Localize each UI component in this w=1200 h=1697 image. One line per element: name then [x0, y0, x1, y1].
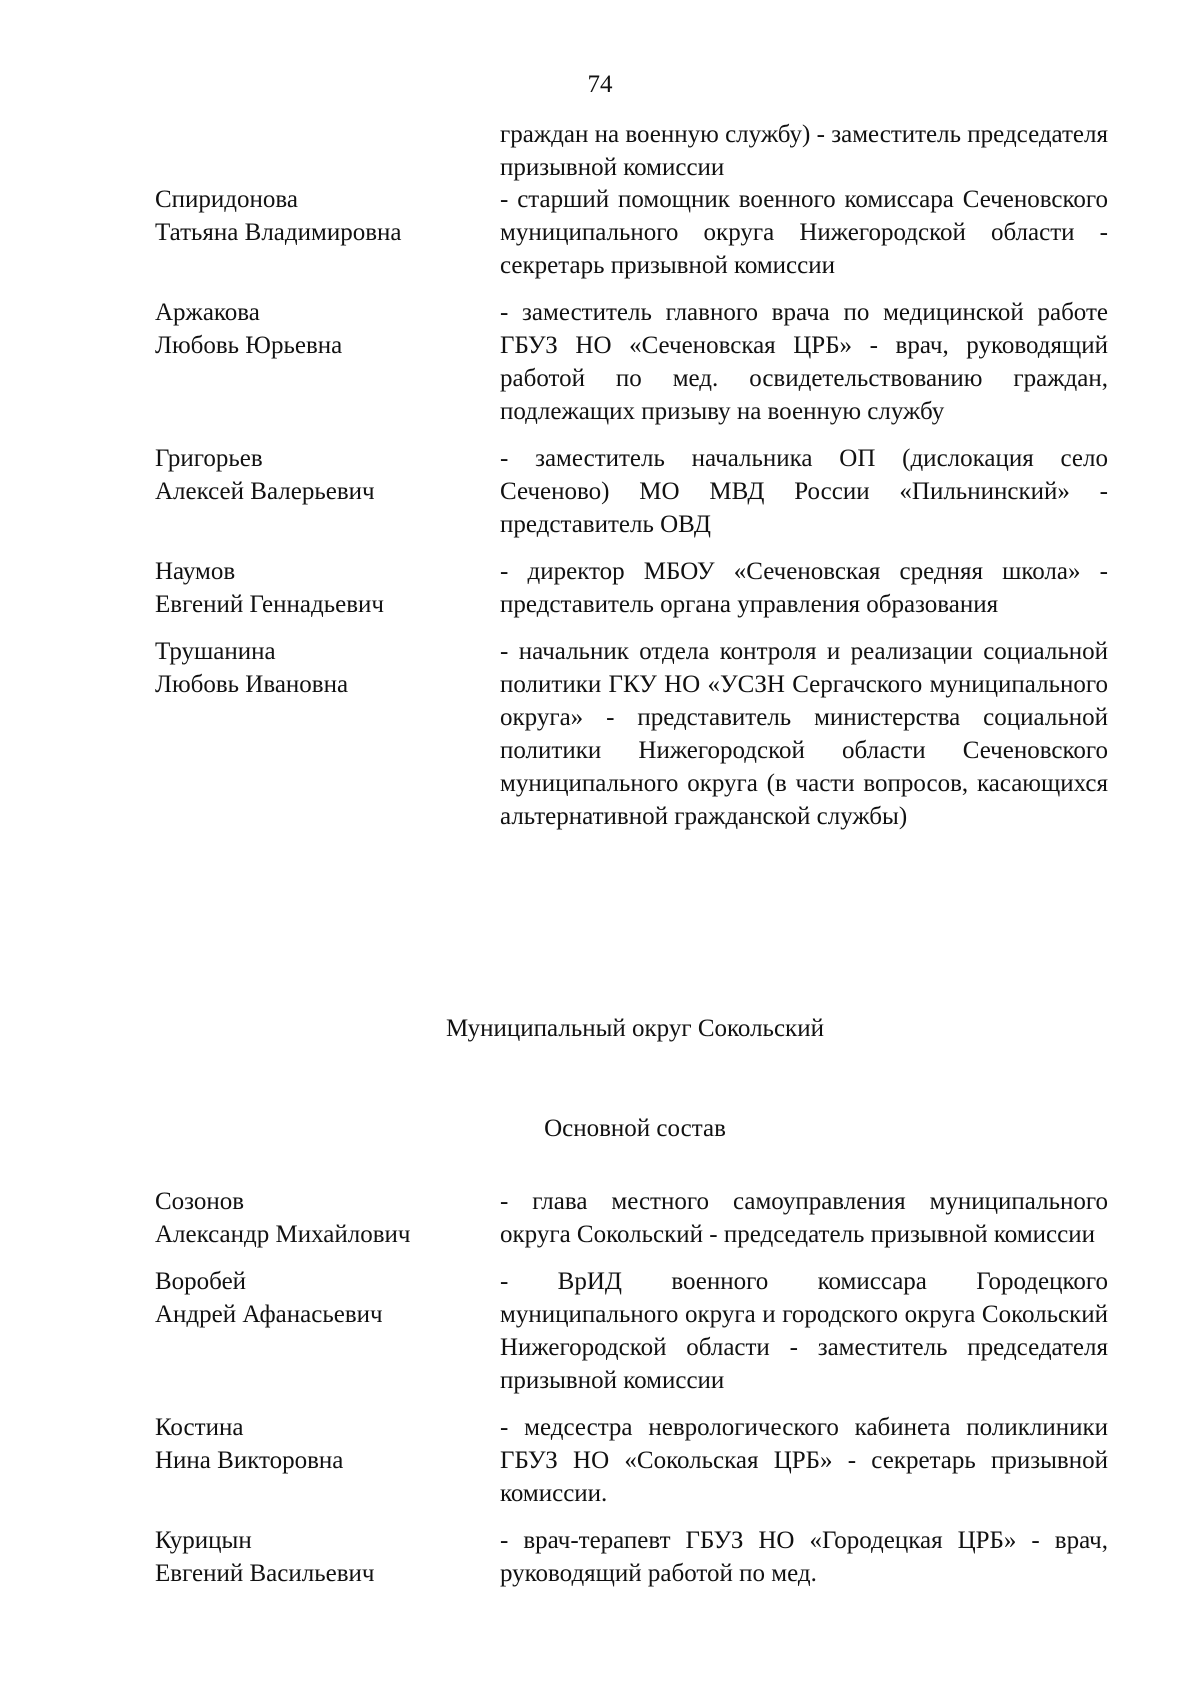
member-surname: Курицын [155, 1527, 252, 1554]
member-given-names: Любовь Ивановна [155, 671, 349, 698]
member-entry [155, 296, 1108, 428]
member-surname: Воробей [155, 1268, 247, 1295]
member-surname: Григорьев [155, 445, 263, 472]
member-role: - директор МБОУ «Сеченовская средняя школа» - представитель органа управления образования [500, 558, 1108, 618]
member-given-names: Татьяна Владимировна [155, 219, 402, 246]
member-given-names: Александр Михайлович [155, 1221, 411, 1248]
member-name [155, 1524, 500, 1590]
member-list-sechenovsky [155, 183, 1108, 847]
member-entry [155, 1265, 1108, 1397]
member-name [155, 1185, 500, 1251]
member-surname: Аржакова [155, 299, 260, 326]
member-entry [155, 1185, 1108, 1251]
member-surname: Трушанина [155, 638, 276, 665]
continuation-text: граждан на военную службу) - заместитель председателя призывной комиссии [500, 121, 1108, 181]
member-role: - заместитель главного врача по медицинской работе ГБУЗ НО «Сеченовская ЦРБ» - врач, руководящий работой по мед. освидетельствованию граждан, подлежащих призыву на военную службу [500, 299, 1108, 425]
member-surname: Наумов [155, 558, 236, 585]
member-name [155, 1265, 500, 1397]
page-number: 74 [587, 71, 613, 98]
member-entry [155, 1524, 1108, 1590]
member-entry [155, 442, 1108, 541]
member-role: - начальник отдела контроля и реализации социальной политики ГКУ НО «УСЗН Сергачского муниципального округа» - представитель министерства социальной политики Нижегородской области Сеченовского муниципального округа (в части вопросов, касающихся альтернативной гражданской службы) [500, 638, 1108, 830]
member-role: - глава местного самоуправления муниципального округа Сокольский - председатель призывной комиссии [500, 1188, 1108, 1248]
member-surname: Костина [155, 1414, 244, 1441]
member-entry [155, 555, 1108, 621]
member-given-names: Алексей Валерьевич [155, 478, 375, 505]
member-name [155, 442, 500, 541]
member-given-names: Евгений Геннадьевич [155, 591, 384, 618]
member-entry [155, 183, 1108, 282]
member-name [155, 296, 500, 428]
member-entry [155, 635, 1108, 833]
member-surname: Созонов [155, 1188, 245, 1215]
member-surname: Спиридонова [155, 186, 298, 213]
member-list-sokolsky [155, 1185, 1108, 1604]
member-given-names: Андрей Афанасьевич [155, 1301, 383, 1328]
member-name [155, 1411, 500, 1510]
member-name [155, 183, 500, 282]
member-role: - врач-терапевт ГБУЗ НО «Городецкая ЦРБ» - врач, руководящий работой по мед. [500, 1527, 1108, 1587]
member-name [155, 635, 500, 833]
member-given-names: Евгений Васильевич [155, 1560, 375, 1587]
member-entry [155, 1411, 1108, 1510]
composition-heading: Основной состав [544, 1115, 726, 1142]
member-given-names: Нина Викторовна [155, 1447, 344, 1474]
member-role: - старший помощник военного комиссара Сеченовского муниципального округа Нижегородской области - секретарь призывной комиссии [500, 186, 1108, 279]
member-role: - ВрИД военного комиссара Городецкого муниципального округа и городского округа Сокольский Нижегородской области - заместитель председателя призывной комиссии [500, 1268, 1108, 1394]
member-given-names: Любовь Юрьевна [155, 332, 343, 359]
member-name [155, 555, 500, 621]
member-role: - медсестра неврологического кабинета поликлиники ГБУЗ НО «Сокольская ЦРБ» - секретарь призывной комиссии. [500, 1414, 1108, 1507]
district-heading: Муниципальный округ Сокольский [446, 1015, 824, 1042]
member-role: - заместитель начальника ОП (дислокация село Сеченово) МО МВД России «Пильнинский» - представитель ОВД [500, 445, 1108, 538]
